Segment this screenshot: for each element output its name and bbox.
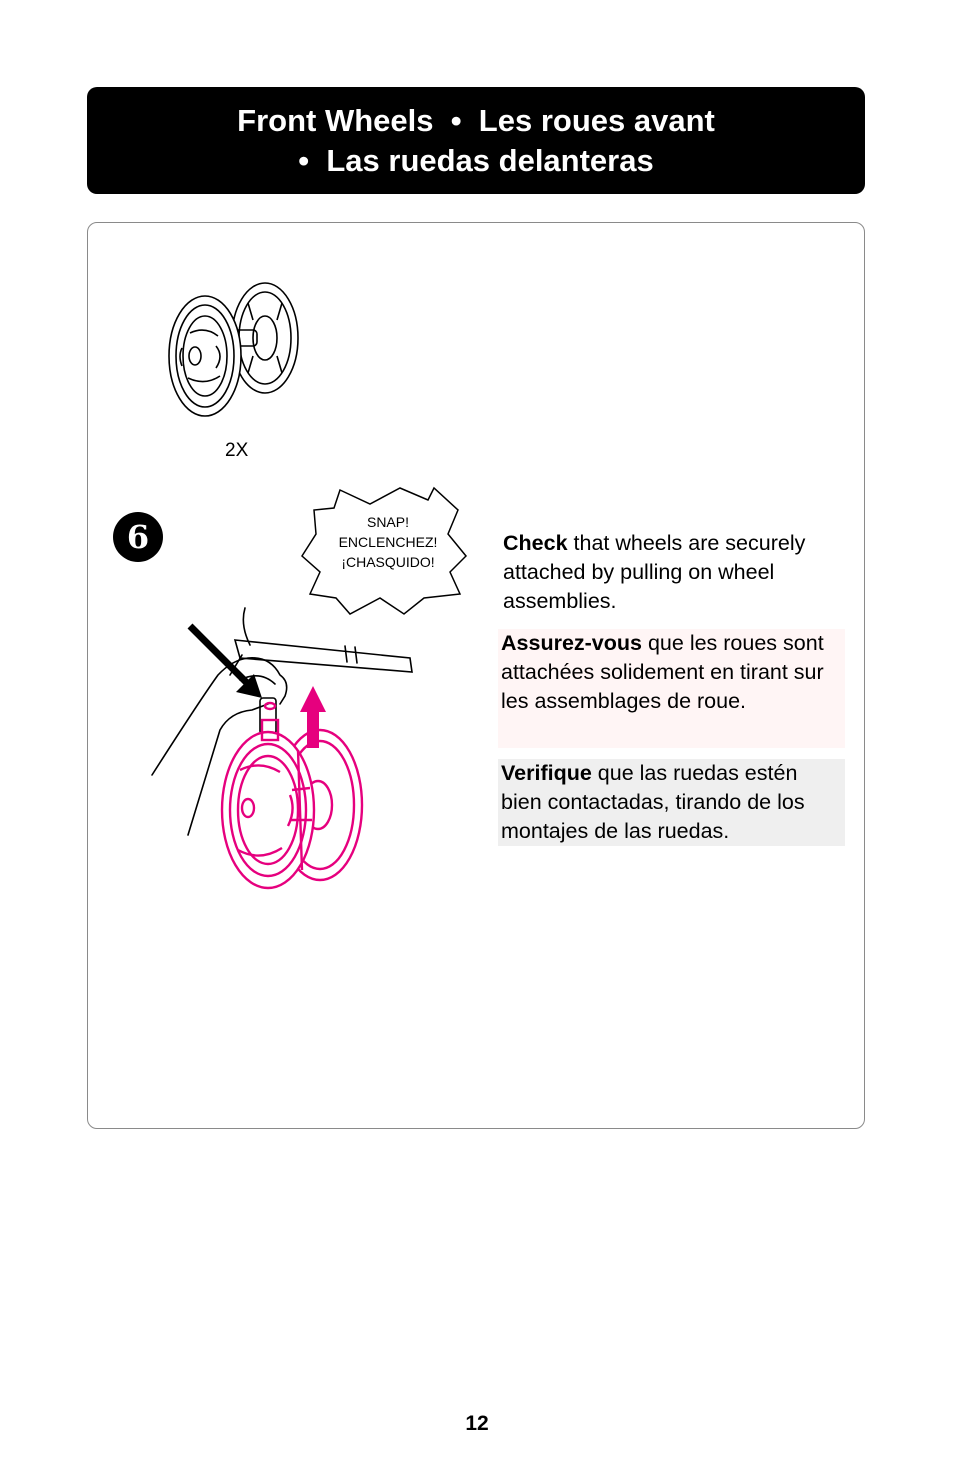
step-number-badge: 6 (113, 512, 163, 562)
section-header (87, 87, 865, 194)
snap-text-en: SNAP! (366, 514, 409, 530)
quantity-label: 2X (225, 440, 249, 461)
header-title-line1: Front Wheels • Les roues avant (237, 102, 715, 138)
instruction-fr-lead: Assurez-vous (501, 631, 642, 655)
wheel-pull-illustration (140, 600, 430, 895)
page-number: 12 (465, 1412, 489, 1435)
instruction-fr-text: que les roues sont attachées solidement en tirant sur les assemblages de roue. (501, 631, 824, 713)
snap-text-es: ¡CHASQUIDO! (341, 554, 435, 570)
instruction-es (498, 759, 845, 846)
header-title-line2: • Las ruedas delanteras (298, 142, 654, 178)
instruction-en (503, 529, 848, 616)
snap-text (318, 512, 458, 572)
snap-text-fr: ENCLENCHEZ! (338, 534, 438, 550)
instruction-en-lead: Check (503, 531, 568, 555)
pull-arrow-shaft (307, 710, 319, 748)
instruction-en-text: that wheels are securely attached by pulling on wheel assemblies. (503, 531, 806, 613)
pull-arrow-head (300, 686, 326, 712)
wheel-pair-icon (160, 278, 310, 423)
instruction-es-text: que las ruedas estén bien contactadas, tirando de los montajes de las ruedas. (501, 761, 805, 843)
instruction-fr (498, 629, 845, 748)
instruction-es-lead: Verifique (501, 761, 592, 785)
